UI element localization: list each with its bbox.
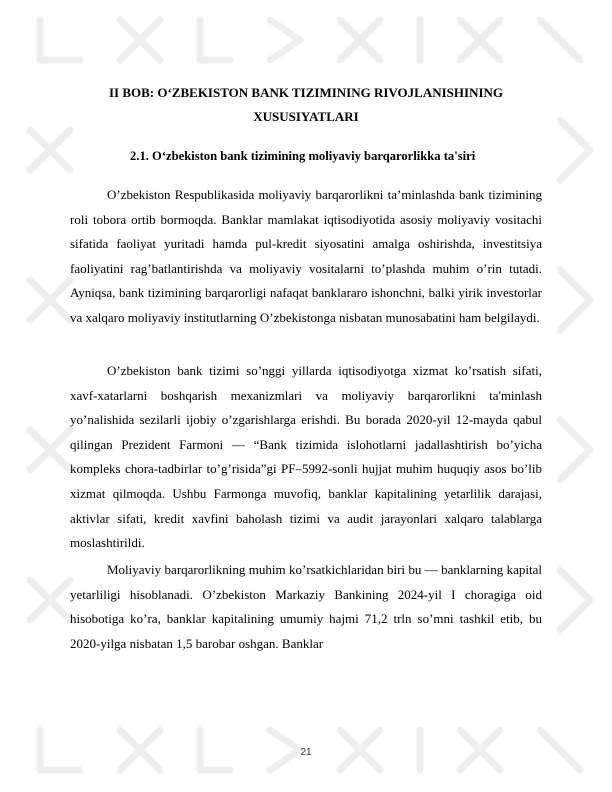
body-paragraph-2: O’zbekiston bank tizimi so’nggi yillarda iqtisodiyotga xizmat ko’rsatish sifati, xavf-xatarlarni boshqarish mexanizmlari va moliyaviy barqarorlikni ta'minlash yo’nalishida sezilarli ijobiy o’zgarishlarga erishdi. Bu borada 2020-yil 12-mayda qabul qilingan Prezident Farmoni — “Bank tizimida islohotlarni jadallashtirish bo’yicha kompleks chora-tadbirlar to’g’risida”gi PF–5992-sonli hujjat muhim huquqiy asos bo’lib xizmat qilmoqda. Ushbu Farmonga muvofiq, banklar kapitalining yetarlilik darajasi, aktivlar sifati, kredit xavfini baholash tizimi va audit jarayonlari xalqaro talablarga moslashtirildi. <box>70 363 542 551</box>
chapter-title: II BOB: O‘ZBEKISTON BANK TIZIMINING RIVOJLANISHINING XUSUSIYATLARI <box>108 85 504 124</box>
body-paragraph-3: Moliyaviy barqarorlikning muhim ko’rsatkichlaridan biri bu — banklarning kapital yetarliligi hisoblanadi. O’zbekiston Markaziy Bankining 2024-yil I choragiga oid hisobotiga ko’ra, banklar kapitalining umumiy hajmi 71,2 trln so’mni tashkil etib, bu 2020-yilga nisbatan 1,5 barobar oshgan. Banklar <box>70 562 542 651</box>
page-number: 21 <box>300 747 312 758</box>
body-paragraph-1: O’zbekiston Respublikasida moliyaviy barqarorlikni ta’minlashda bank tizimining roli tobora ortib bormoqda. Banklar mamlakat iqtisodiyotida asosiy moliyaviy vositachi sifatida faoliyat yuritadi hamda pul-kredit siyosatini amalga oshirishda, investitsiya faoliyatini rag’batlantirishda va moliyaviy vositalarni to’plashda muhim o’rin tutadi. Ayniqsa, bank tizimining barqarorligi nafaqat banklararo ishonchni, balki yirik investorlar va xalqaro moliyaviy institutlarning O’zbekistonga nisbatan munosabatini ham belgilaydi. <box>70 187 542 325</box>
section-title: 2.1. O‘zbekiston bank tizimining moliyaviy barqarorlikka ta'siri <box>130 149 476 163</box>
